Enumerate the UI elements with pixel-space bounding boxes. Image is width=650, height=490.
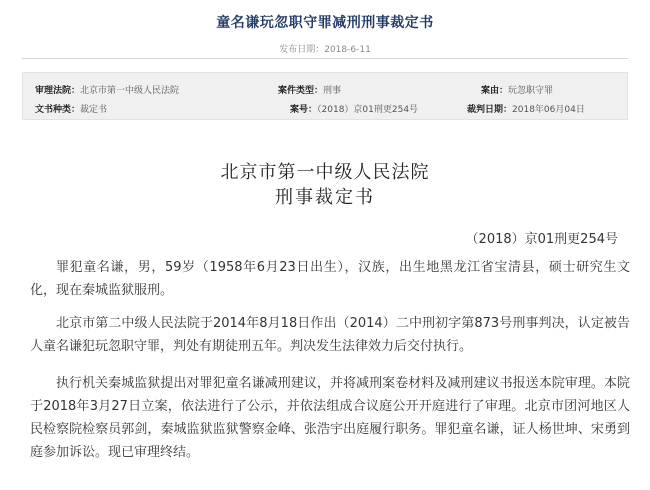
meta-court-label: 审理法院： xyxy=(35,86,81,96)
meta-doc-type xyxy=(35,102,107,115)
meta-date xyxy=(467,102,585,115)
divider xyxy=(22,58,628,59)
publish-date xyxy=(0,42,650,55)
meta-case-no-label: 案号： xyxy=(290,105,318,115)
meta-doc-type-label: 文书种类： xyxy=(35,105,81,115)
case-meta-panel xyxy=(22,72,628,120)
ruling-title-heading: 刑事裁定书 xyxy=(275,187,375,208)
meta-charge-value: 玩忽职守罪 xyxy=(508,86,554,96)
meta-date-label: 裁判日期： xyxy=(467,105,513,115)
document-case-number: （2018）京01刑更254号 xyxy=(465,232,618,247)
publish-date-label: 发布日期： xyxy=(279,45,325,55)
meta-case-type-label: 案件类型： xyxy=(278,86,324,96)
meta-court xyxy=(35,83,179,96)
meta-case-type-value: 刑事 xyxy=(323,86,342,96)
meta-date-value: 2018年06月04日 xyxy=(512,105,585,115)
publish-date-value: 2018-6-11 xyxy=(324,45,371,55)
body-paragraph: 执行机关秦城监狱提出对罪犯童名谦减刑建议，并将减刑案卷材料及减刑建议书报送本院审理。本院于2018年3月27日立案，依法进行了公示，并依法组成合议庭公开开庭进行了审理。北京市团河地区人民检察院检察员郭剑，秦城监狱监狱警察金峰、张浩宇出庭履行职务。罪犯童名谦，证人杨世坤、宋勇到庭参加诉讼。现已审理终结。 xyxy=(30,376,630,460)
meta-charge-label: 案由： xyxy=(481,86,509,96)
body-paragraph: 罪犯童名谦，男，59岁（1958年6月23日出生），汉族，出生地黑龙江省宝清县，硕士研究生文化，现在秦城监狱服刑。 xyxy=(30,260,630,298)
meta-case-type xyxy=(278,83,341,96)
document-title: 童名谦玩忽职守罪减刑刑事裁定书 xyxy=(216,15,434,31)
meta-charge xyxy=(481,83,553,96)
body-paragraph: 北京市第二中级人民法院于2014年8月18日作出（2014）二中刑初字第873号刑事判决，认定被告人童名谦犯玩忽职守罪，判处有期徒刑五年。判决发生法律效力后交付执行。 xyxy=(30,316,630,354)
meta-court-value: 北京市第一中级人民法院 xyxy=(80,86,180,96)
meta-case-no xyxy=(290,102,418,115)
meta-case-no-value: （2018）京01刑更254号 xyxy=(317,105,419,115)
court-name-heading: 北京市第一中级人民法院 xyxy=(220,162,430,183)
meta-doc-type-value: 裁定书 xyxy=(80,105,108,115)
